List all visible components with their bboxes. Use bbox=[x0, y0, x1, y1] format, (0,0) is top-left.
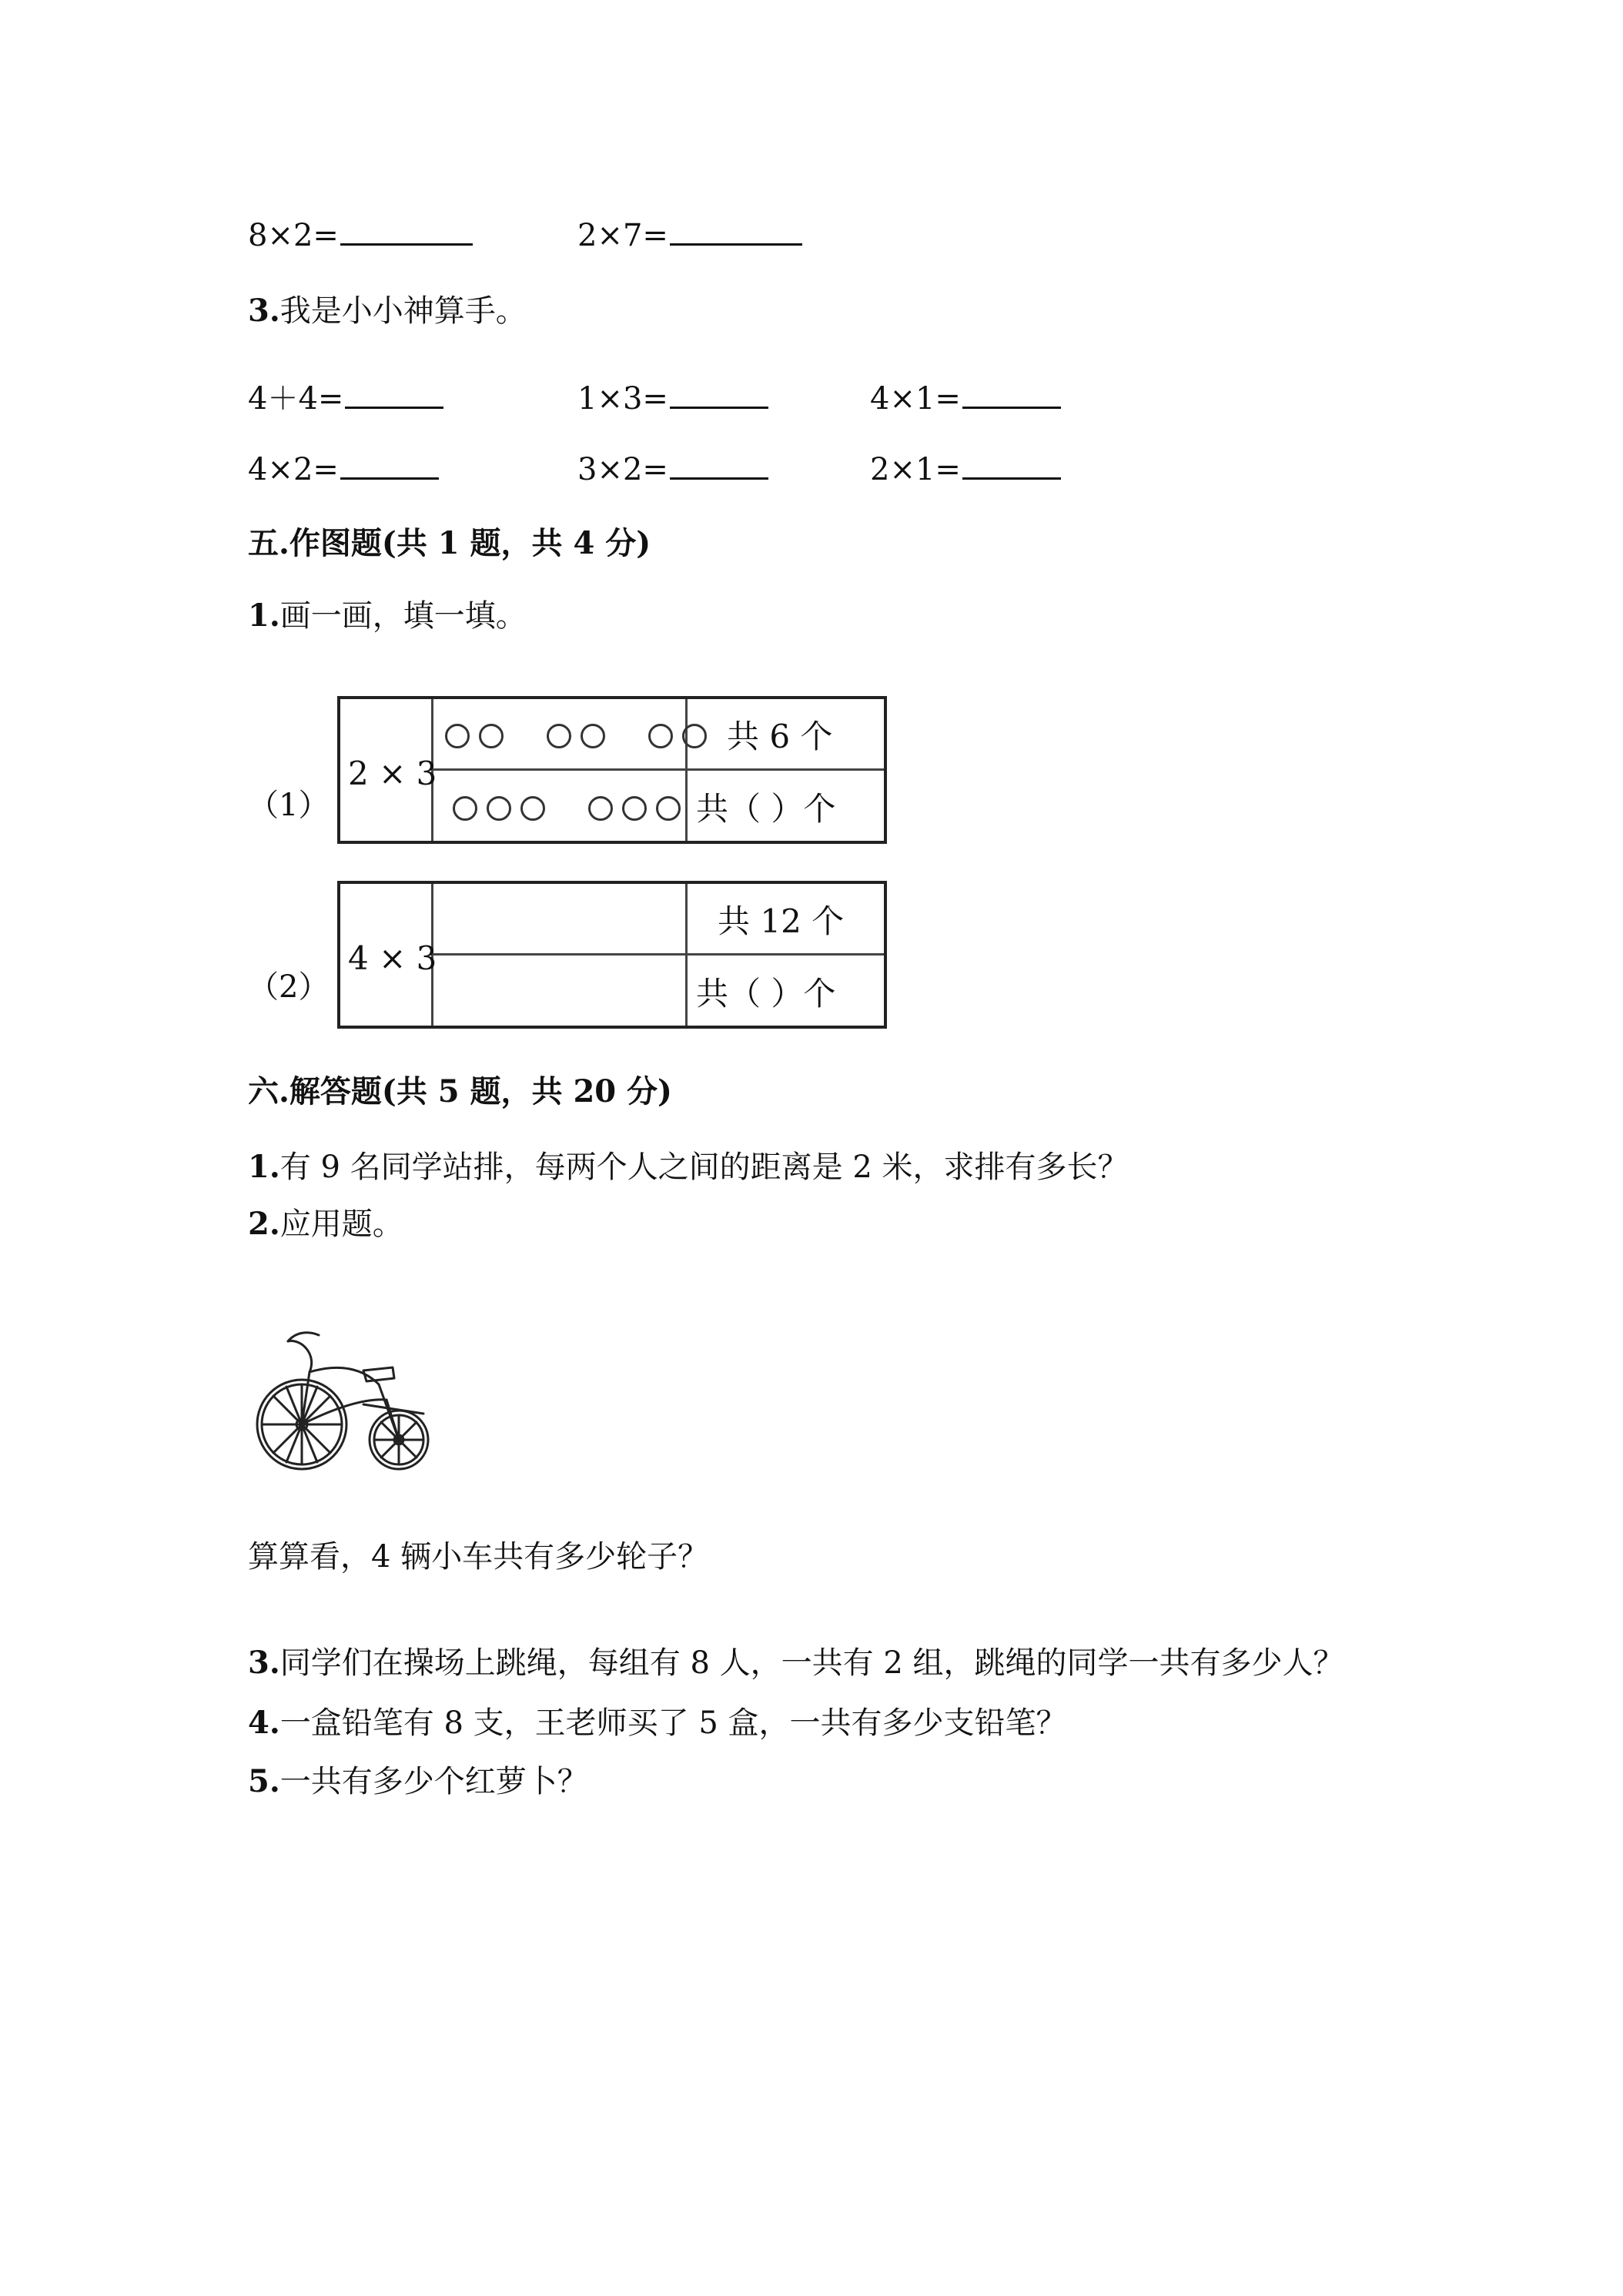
answer-blank[interactable] bbox=[670, 217, 802, 246]
circle-row-1 bbox=[445, 724, 707, 748]
answer-blank[interactable] bbox=[340, 217, 473, 246]
drawing-area[interactable] bbox=[433, 884, 685, 953]
question-2-prompt: 算算看，4 辆小车共有多少轮子？ bbox=[248, 1539, 709, 1575]
calc-item: 4＋4= bbox=[248, 380, 443, 414]
circle-icon bbox=[656, 796, 681, 821]
question-2: 2.应用题。 bbox=[248, 1206, 403, 1242]
table-label: （1） bbox=[248, 788, 330, 823]
circle-icon bbox=[588, 796, 613, 821]
question-5: 5.一共有多少个红萝卜？ bbox=[248, 1763, 588, 1799]
calc-item: 4×1= bbox=[870, 380, 1061, 414]
row-total-blank[interactable]: 共（ ）个 bbox=[696, 975, 836, 1012]
answer-blank[interactable] bbox=[340, 451, 439, 480]
section-heading: 六.解答题(共 5 题，共 20 分) bbox=[248, 1073, 672, 1110]
row-total: 共 12 个 bbox=[718, 902, 845, 940]
answer-blank[interactable] bbox=[962, 451, 1061, 480]
row-total-blank[interactable]: 共（ ）个 bbox=[696, 790, 836, 828]
calc-item: 2×1= bbox=[870, 451, 1061, 485]
table-label: （2） bbox=[248, 969, 330, 1005]
question-1: 1.画一画，填一填。 bbox=[248, 597, 527, 634]
draw-table-2 bbox=[337, 881, 887, 1029]
circle-icon bbox=[487, 796, 511, 821]
circle-icon bbox=[445, 724, 470, 748]
table-expression: 2 × 3 bbox=[348, 755, 437, 792]
question-3: 3.同学们在操场上跳绳，每组有 8 人，一共有 2 组，跳绳的同学一共有多少人？ bbox=[248, 1645, 1344, 1681]
tricycle-icon bbox=[248, 1324, 439, 1478]
calc-item: 4×2= bbox=[248, 451, 439, 485]
calc-item: 8×2= bbox=[248, 217, 473, 251]
table-expression: 4 × 3 bbox=[348, 939, 437, 977]
calc-item: 1×3= bbox=[577, 380, 768, 414]
calc-item: 2×7= bbox=[577, 217, 802, 251]
circle-icon bbox=[581, 724, 605, 748]
circle-icon bbox=[453, 796, 477, 821]
draw-table-1 bbox=[337, 696, 887, 844]
circle-icon bbox=[622, 796, 647, 821]
circle-icon bbox=[520, 796, 545, 821]
section-heading: 五.作图题(共 1 题，共 4 分) bbox=[248, 525, 651, 561]
question-4: 4.一盒铅笔有 8 支，王老师买了 5 盒，一共有多少支铅笔？ bbox=[248, 1705, 1067, 1741]
answer-blank[interactable] bbox=[345, 380, 443, 409]
circle-icon bbox=[648, 724, 673, 748]
calc-item: 3×2= bbox=[577, 451, 768, 485]
circle-row-2 bbox=[453, 796, 681, 821]
circle-icon bbox=[547, 724, 571, 748]
table-divider bbox=[431, 768, 884, 771]
circle-icon bbox=[682, 724, 707, 748]
question-1: 1.有 9 名同学站排，每两个人之间的距离是 2 米，求排有多长？ bbox=[248, 1149, 1129, 1185]
answer-blank[interactable] bbox=[670, 451, 768, 480]
answer-blank[interactable] bbox=[962, 380, 1061, 409]
row-total: 共 6 个 bbox=[727, 718, 833, 755]
answer-blank[interactable] bbox=[670, 380, 768, 409]
drawing-area[interactable] bbox=[433, 956, 685, 1026]
circle-icon bbox=[479, 724, 504, 748]
question-3: 3.我是小小神算手。 bbox=[248, 293, 527, 329]
